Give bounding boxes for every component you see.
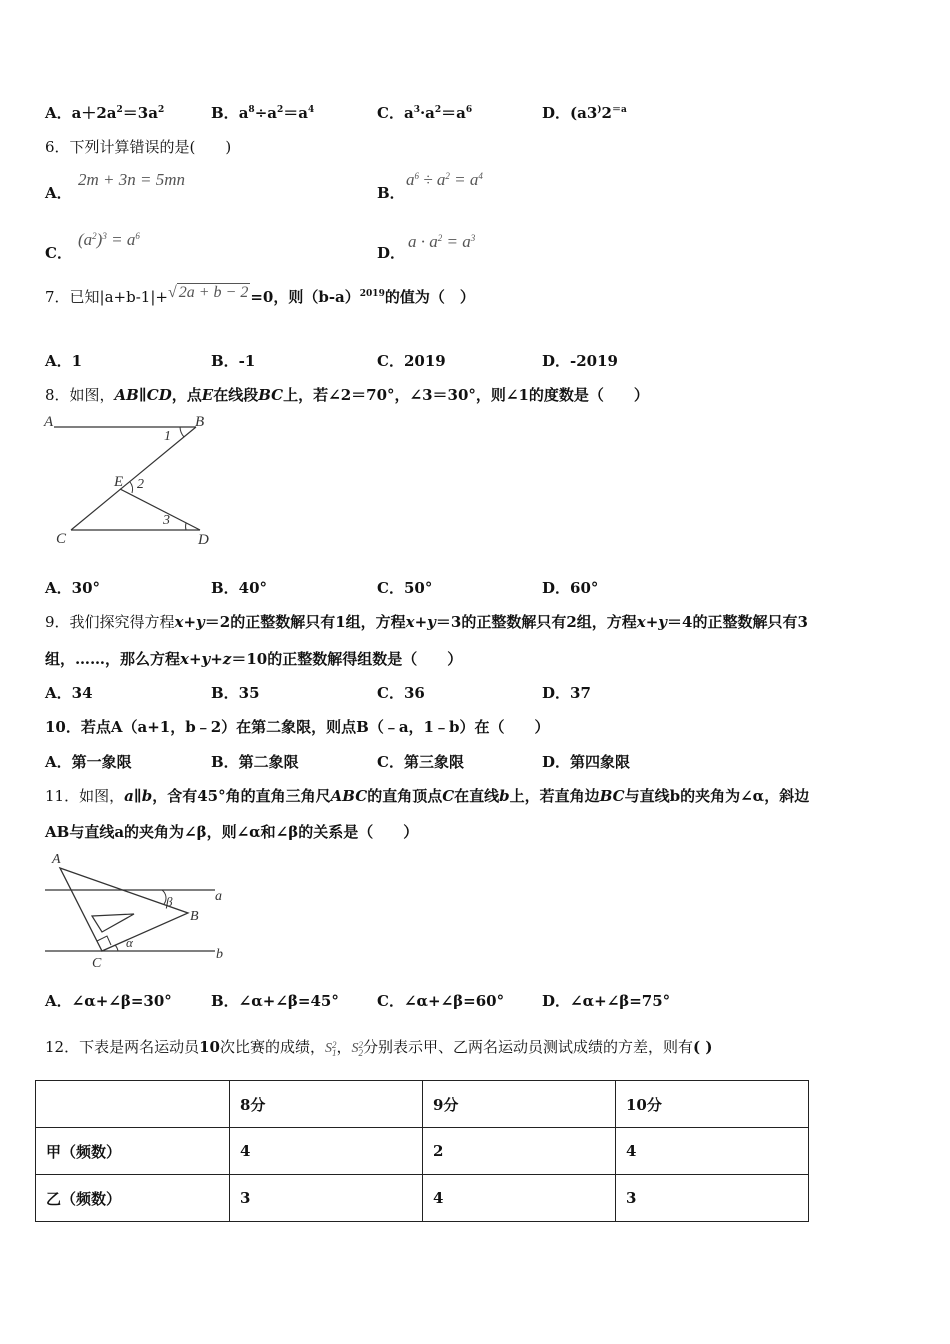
label-alpha: α bbox=[126, 935, 133, 950]
label-1: 1 bbox=[164, 429, 171, 444]
table-cell: 3 bbox=[230, 1175, 423, 1222]
q11-figure bbox=[40, 848, 230, 970]
table-cell: 3 bbox=[616, 1175, 809, 1222]
label-e: E bbox=[114, 474, 124, 490]
label-c: C bbox=[56, 531, 67, 547]
table-cell: 10分 bbox=[616, 1081, 809, 1128]
q9-option-c: C．36 bbox=[377, 684, 425, 702]
label-2: 2 bbox=[137, 477, 144, 492]
q6-option-b-math: $a^6 \div a^2 = a^4$ bbox=[406, 170, 483, 189]
q11-option-c: C．∠α+∠β=60° bbox=[377, 992, 505, 1010]
q8-stem: 8．如图，AB∥CD，点E在线段BC上，若∠2＝70°，∠3＝30°，则∠1的度数是（ ） bbox=[45, 386, 649, 404]
angle-1-arc bbox=[180, 427, 184, 437]
q5-option-d: D．($a3^)2^{=a}$ bbox=[542, 104, 627, 122]
label-c-vertex: C bbox=[92, 956, 102, 970]
triangle-inner bbox=[92, 914, 134, 932]
triangle-abc bbox=[60, 868, 188, 951]
angle-2-arc bbox=[130, 482, 133, 493]
q7-option-b: B．-1 bbox=[211, 352, 256, 370]
right-angle-mark bbox=[97, 936, 111, 945]
q7-option-a: A．1 bbox=[45, 352, 83, 370]
q7-option-c: C．2019 bbox=[377, 352, 446, 370]
table-cell: 4 bbox=[616, 1128, 809, 1175]
angle-alpha-arc bbox=[115, 945, 118, 951]
q10-option-d: D．第四象限 bbox=[542, 753, 631, 771]
table-cell: 甲（频数） bbox=[36, 1128, 230, 1175]
q12-stem: 12．下表是两名运动员10次比赛的成绩，S2 1，S2 2分别表示甲、乙两名运动员测试成绩的方差，则有( ) bbox=[45, 1038, 713, 1058]
q6-option-b-label: B． bbox=[377, 184, 405, 202]
label-a: A bbox=[44, 414, 54, 430]
q8-option-a: A．30° bbox=[45, 579, 101, 597]
q7-sqrt: √ 2a + b − 2 bbox=[167, 284, 249, 301]
label-beta: β bbox=[166, 894, 173, 909]
q10-option-b: B．第二象限 bbox=[211, 753, 299, 771]
table-row bbox=[36, 1128, 809, 1175]
q9-stem-line1: 9．我们探究得方程x+y＝2的正整数解只有1组，方程x+y＝3的正整数解只有2组，方程x+y＝4的正整数解只有3 bbox=[45, 613, 808, 631]
q6-option-c-math: $(a^2)^3 = a^6$ bbox=[78, 230, 140, 249]
q8-option-b: B．40° bbox=[211, 579, 268, 597]
q11-option-a: A．∠α+∠β=30° bbox=[45, 992, 172, 1010]
label-line-a: a bbox=[215, 889, 222, 904]
q6-option-d-math: $a \cdot a^2 = a^3$ bbox=[408, 232, 476, 251]
table-cell: 乙（频数） bbox=[36, 1175, 230, 1222]
q6-option-c-label: C． bbox=[45, 244, 72, 262]
q11-option-d: D．∠α+∠β=75° bbox=[542, 992, 671, 1010]
line-bc bbox=[71, 427, 196, 530]
q8-option-d: D．60° bbox=[542, 579, 599, 597]
q9-stem-line2: 组，……，那么方程x+y+z＝10的正整数解得组数是（ ） bbox=[45, 650, 463, 668]
q5-option-a: A．$a+2a^2=3a^2$ bbox=[45, 104, 165, 122]
label-d: D bbox=[198, 532, 209, 548]
q5-option-b: B．$a^8\div a^2=a^4$ bbox=[211, 104, 315, 122]
variance-s1: S2 1 bbox=[324, 1039, 337, 1058]
table-header-row bbox=[36, 1081, 809, 1128]
q11-option-b: B．∠α+∠β=45° bbox=[211, 992, 339, 1010]
q10-stem: 10．若点A（a+1，b﹣2）在第二象限，则点B（﹣a，1﹣b）在（ ） bbox=[45, 718, 550, 736]
label-b-vertex: B bbox=[190, 909, 199, 924]
table-cell: 9分 bbox=[423, 1081, 616, 1128]
q7-stem: 7．已知|a+b-1|+√ 2a + b − 2 =0，则$(b-a)^{2019}$的值为（ ） bbox=[45, 284, 475, 306]
line-ed bbox=[120, 489, 200, 530]
label-b: B bbox=[195, 414, 205, 430]
q10-option-a: A．第一象限 bbox=[45, 753, 132, 771]
label-line-b: b bbox=[216, 947, 223, 962]
label-3: 3 bbox=[163, 513, 170, 528]
q6-option-a-label: A． bbox=[45, 184, 72, 202]
q7-option-d: D．-2019 bbox=[542, 352, 618, 370]
q11-stem-line1: 11．如图，a∥b，含有45°角的直角三角尺ABC的直角顶点C在直线b上，若直角边BC与直线b的夹角为∠α，斜边 bbox=[45, 787, 810, 805]
q8-option-c: C．50° bbox=[377, 579, 433, 597]
table-cell: 2 bbox=[423, 1128, 616, 1175]
table-row bbox=[36, 1175, 809, 1222]
q6-stem: 6．下列计算错误的是( ) bbox=[45, 138, 232, 156]
score-table bbox=[35, 1080, 809, 1222]
q9-option-a: A．34 bbox=[45, 684, 93, 702]
q9-option-b: B．35 bbox=[211, 684, 260, 702]
table-cell: 4 bbox=[423, 1175, 616, 1222]
table-cell: 4 bbox=[230, 1128, 423, 1175]
q10-option-c: C．第三象限 bbox=[377, 753, 464, 771]
table-cell: 8分 bbox=[230, 1081, 423, 1128]
q8-figure bbox=[40, 410, 220, 552]
table-cell bbox=[36, 1081, 230, 1128]
q5-option-c: C．$a^3\cdot a^2=a^6$ bbox=[377, 104, 473, 122]
q11-stem-line2: AB与直线a的夹角为∠β，则∠α和∠β的关系是（ ） bbox=[45, 823, 419, 841]
q9-option-d: D．37 bbox=[542, 684, 591, 702]
label-a-vertex: A bbox=[52, 852, 61, 867]
q6-option-d-label: D． bbox=[377, 244, 406, 262]
variance-s2: S2 2 bbox=[351, 1039, 363, 1058]
q6-option-a-math: 2m + 3n = 5mn bbox=[78, 170, 185, 189]
